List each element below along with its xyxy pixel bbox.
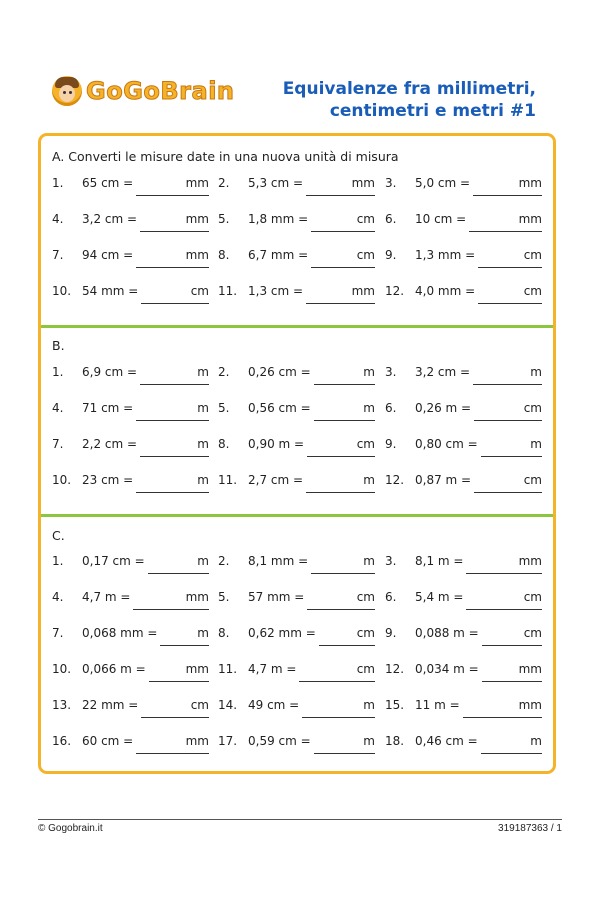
exercise-expression: 0,59 cm = — [248, 734, 311, 748]
target-unit: m — [363, 473, 375, 487]
answer-blank[interactable] — [302, 717, 375, 718]
exercise-number: 17. — [218, 734, 238, 748]
exercise-number: 6. — [385, 212, 397, 226]
footer-rule — [38, 819, 562, 820]
exercise-number: 7. — [52, 437, 64, 451]
answer-blank[interactable] — [473, 384, 542, 385]
exercise-expression: 6,7 mm = — [248, 248, 309, 262]
exercise-item — [385, 698, 542, 718]
exercise-number: 11. — [218, 662, 238, 676]
target-unit: cm — [190, 698, 209, 712]
target-unit: cm — [523, 284, 542, 298]
answer-blank[interactable] — [307, 456, 375, 457]
target-unit: mm — [518, 662, 542, 676]
exercise-item — [385, 437, 542, 457]
target-unit: mm — [518, 176, 542, 190]
exercise-number: 9. — [385, 626, 397, 640]
exercise-item — [218, 698, 375, 718]
target-unit: m — [363, 365, 375, 379]
answer-blank[interactable] — [311, 267, 375, 268]
exercise-item — [385, 626, 542, 646]
exercise-expression: 4,0 mm = — [415, 284, 476, 298]
answer-blank[interactable] — [306, 195, 375, 196]
answer-blank[interactable] — [478, 303, 542, 304]
target-unit: m — [197, 401, 209, 415]
title-line-1: Equivalenze fra millimetri, — [282, 79, 536, 99]
target-unit: m — [363, 401, 375, 415]
target-unit: mm — [518, 698, 542, 712]
exercise-item — [385, 248, 542, 268]
answer-blank[interactable] — [136, 195, 209, 196]
exercise-expression: 1,3 cm = — [248, 284, 304, 298]
mascot-icon — [52, 76, 82, 106]
exercise-expression: 0,56 cm = — [248, 401, 311, 415]
answer-blank[interactable] — [160, 645, 209, 646]
exercise-number: 2. — [218, 554, 230, 568]
exercise-item — [218, 734, 375, 754]
exercise-number: 3. — [385, 176, 397, 190]
answer-blank[interactable] — [136, 267, 209, 268]
answer-blank[interactable] — [299, 681, 375, 682]
exercise-expression: 0,87 m = — [415, 473, 472, 487]
exercise-expression: 3,2 cm = — [415, 365, 471, 379]
exercise-expression: 1,8 mm = — [248, 212, 309, 226]
exercise-number: 5. — [218, 212, 230, 226]
target-unit: cm — [523, 626, 542, 640]
footer-page-id: 319187363 / 1 — [498, 823, 562, 834]
exercise-item — [218, 554, 375, 574]
exercise-number: 6. — [385, 590, 397, 604]
answer-blank[interactable] — [466, 609, 542, 610]
target-unit: mm — [185, 176, 209, 190]
gogobrain-logo — [52, 76, 235, 106]
answer-blank[interactable] — [306, 492, 375, 493]
target-unit: cm — [356, 437, 375, 451]
exercise-number: 1. — [52, 365, 64, 379]
exercise-expression: 1,3 mm = — [415, 248, 476, 262]
target-unit: mm — [351, 176, 375, 190]
exercise-expression: 2,2 cm = — [82, 437, 138, 451]
exercise-number: 18. — [385, 734, 405, 748]
exercise-item — [52, 284, 209, 304]
exercise-item — [218, 284, 375, 304]
exercise-number: 11. — [218, 284, 238, 298]
exercise-expression: 0,088 m = — [415, 626, 479, 640]
target-unit: cm — [356, 248, 375, 262]
exercise-expression: 54 mm = — [82, 284, 139, 298]
exercise-item — [385, 590, 542, 610]
answer-blank[interactable] — [482, 645, 542, 646]
answer-blank[interactable] — [466, 573, 542, 574]
answer-blank[interactable] — [314, 753, 375, 754]
answer-blank[interactable] — [136, 420, 209, 421]
answer-blank[interactable] — [478, 267, 542, 268]
exercise-number: 3. — [385, 554, 397, 568]
exercise-item — [52, 437, 209, 457]
exercise-item — [52, 401, 209, 421]
target-unit: mm — [518, 554, 542, 568]
target-unit: m — [530, 437, 542, 451]
exercise-item — [385, 212, 542, 232]
exercise-item — [52, 662, 209, 682]
section-label: B. — [52, 338, 65, 353]
exercise-number: 12. — [385, 284, 405, 298]
exercise-item — [385, 662, 542, 682]
exercise-item — [385, 554, 542, 574]
exercise-expression: 3,2 cm = — [82, 212, 138, 226]
answer-blank[interactable] — [314, 420, 375, 421]
exercise-item — [52, 365, 209, 385]
answer-blank[interactable] — [474, 420, 542, 421]
exercise-item — [218, 662, 375, 682]
exercise-number: 12. — [385, 473, 405, 487]
target-unit: m — [197, 554, 209, 568]
answer-blank[interactable] — [474, 492, 542, 493]
answer-blank[interactable] — [473, 195, 542, 196]
answer-blank[interactable] — [141, 717, 209, 718]
exercise-number: 14. — [218, 698, 238, 712]
target-unit: m — [363, 554, 375, 568]
section-divider — [41, 514, 553, 517]
target-unit: m — [363, 698, 375, 712]
footer-copyright: © Gogobrain.it — [38, 823, 103, 834]
exercise-expression: 0,17 cm = — [82, 554, 145, 568]
exercise-number: 4. — [52, 590, 64, 604]
exercise-number: 9. — [385, 248, 397, 262]
exercise-item — [52, 590, 209, 610]
exercise-number: 6. — [385, 401, 397, 415]
target-unit: m — [530, 365, 542, 379]
exercise-expression: 60 cm = — [82, 734, 134, 748]
target-unit: cm — [356, 590, 375, 604]
exercise-expression: 22 mm = — [82, 698, 139, 712]
exercise-number: 11. — [218, 473, 238, 487]
exercise-item — [52, 734, 209, 754]
worksheet-title — [283, 78, 536, 122]
answer-blank[interactable] — [306, 303, 375, 304]
exercise-expression: 8,1 m = — [415, 554, 464, 568]
target-unit: m — [197, 365, 209, 379]
exercise-expression: 4,7 m = — [82, 590, 131, 604]
exercise-expression: 0,066 m = — [82, 662, 146, 676]
target-unit: cm — [523, 473, 542, 487]
exercise-item — [385, 284, 542, 304]
target-unit: cm — [190, 284, 209, 298]
exercise-item — [218, 590, 375, 610]
exercise-item — [52, 554, 209, 574]
exercise-item — [385, 734, 542, 754]
exercise-expression: 0,034 m = — [415, 662, 479, 676]
exercise-item — [52, 176, 209, 196]
exercise-number: 2. — [218, 176, 230, 190]
exercise-item — [218, 212, 375, 232]
exercise-item — [218, 401, 375, 421]
target-unit: cm — [523, 248, 542, 262]
target-unit: cm — [356, 626, 375, 640]
answer-blank[interactable] — [481, 456, 542, 457]
exercise-number: 9. — [385, 437, 397, 451]
answer-blank[interactable] — [136, 492, 209, 493]
answer-blank[interactable] — [314, 384, 375, 385]
exercise-item — [218, 176, 375, 196]
answer-blank[interactable] — [307, 609, 375, 610]
exercise-expression: 4,7 m = — [248, 662, 297, 676]
title-line-2: centimetri e metri #1 — [329, 101, 536, 121]
answer-blank[interactable] — [140, 384, 209, 385]
exercise-number: 10. — [52, 473, 72, 487]
target-unit: cm — [356, 212, 375, 226]
answer-blank[interactable] — [311, 231, 375, 232]
target-unit: m — [197, 473, 209, 487]
target-unit: m — [363, 734, 375, 748]
exercise-number: 4. — [52, 212, 64, 226]
exercise-expression: 2,7 cm = — [248, 473, 304, 487]
exercise-expression: 0,46 cm = — [415, 734, 478, 748]
target-unit: m — [530, 734, 542, 748]
target-unit: m — [197, 437, 209, 451]
section-label: C. — [52, 528, 65, 543]
target-unit: mm — [185, 248, 209, 262]
answer-blank[interactable] — [148, 573, 209, 574]
answer-blank[interactable] — [140, 456, 209, 457]
exercise-expression: 23 cm = — [82, 473, 134, 487]
exercise-number: 1. — [52, 554, 64, 568]
exercise-number: 7. — [52, 626, 64, 640]
answer-blank[interactable] — [136, 753, 209, 754]
answer-blank[interactable] — [133, 609, 209, 610]
section-divider — [41, 325, 553, 328]
exercise-number: 3. — [385, 365, 397, 379]
exercise-item — [52, 248, 209, 268]
exercise-item — [52, 626, 209, 646]
exercise-number: 7. — [52, 248, 64, 262]
exercise-number: 4. — [52, 401, 64, 415]
target-unit: mm — [185, 212, 209, 226]
exercise-item — [385, 365, 542, 385]
target-unit: mm — [518, 212, 542, 226]
exercise-expression: 11 m = — [415, 698, 460, 712]
exercise-expression: 49 cm = — [248, 698, 300, 712]
exercise-expression: 94 cm = — [82, 248, 134, 262]
answer-blank[interactable] — [481, 753, 542, 754]
exercise-expression: 6,9 cm = — [82, 365, 138, 379]
exercise-number: 1. — [52, 176, 64, 190]
exercise-item — [218, 473, 375, 493]
exercise-number: 8. — [218, 248, 230, 262]
target-unit: cm — [523, 401, 542, 415]
answer-blank[interactable] — [482, 681, 542, 682]
exercise-number: 5. — [218, 401, 230, 415]
exercise-item — [52, 212, 209, 232]
exercise-expression: 0,90 m = — [248, 437, 305, 451]
exercise-expression: 0,26 cm = — [248, 365, 311, 379]
exercise-item — [52, 698, 209, 718]
exercise-number: 8. — [218, 626, 230, 640]
exercise-number: 10. — [52, 662, 72, 676]
answer-blank[interactable] — [140, 231, 209, 232]
exercise-item — [385, 176, 542, 196]
exercise-number: 10. — [52, 284, 72, 298]
exercise-item — [218, 248, 375, 268]
exercise-expression: 5,0 cm = — [415, 176, 471, 190]
exercise-expression: 0,26 m = — [415, 401, 472, 415]
target-unit: cm — [356, 662, 375, 676]
exercise-expression: 57 mm = — [248, 590, 305, 604]
exercise-number: 8. — [218, 437, 230, 451]
answer-blank[interactable] — [141, 303, 209, 304]
exercise-item — [385, 401, 542, 421]
exercise-item — [52, 473, 209, 493]
exercise-expression: 0,62 mm = — [248, 626, 316, 640]
exercise-item — [218, 626, 375, 646]
exercise-expression: 5,3 cm = — [248, 176, 304, 190]
target-unit: m — [197, 626, 209, 640]
exercise-number: 15. — [385, 698, 405, 712]
exercise-expression: 65 cm = — [82, 176, 134, 190]
target-unit: mm — [351, 284, 375, 298]
answer-blank[interactable] — [319, 645, 375, 646]
logo-text: GoGoBrain — [86, 77, 235, 105]
exercise-item — [218, 437, 375, 457]
exercise-expression: 0,068 mm = — [82, 626, 158, 640]
exercise-item — [218, 365, 375, 385]
target-unit: mm — [185, 662, 209, 676]
answer-blank[interactable] — [469, 231, 542, 232]
target-unit: mm — [185, 590, 209, 604]
exercise-item — [385, 473, 542, 493]
target-unit: mm — [185, 734, 209, 748]
exercise-expression: 5,4 m = — [415, 590, 464, 604]
answer-blank[interactable] — [311, 573, 375, 574]
exercise-expression: 8,1 mm = — [248, 554, 309, 568]
exercise-number: 2. — [218, 365, 230, 379]
exercise-expression: 71 cm = — [82, 401, 134, 415]
section-label: A. Converti le misure date in una nuova unità di misura — [52, 149, 399, 164]
exercise-number: 16. — [52, 734, 72, 748]
exercise-number: 12. — [385, 662, 405, 676]
answer-blank[interactable] — [149, 681, 209, 682]
exercise-number: 13. — [52, 698, 72, 712]
target-unit: cm — [523, 590, 542, 604]
exercise-expression: 10 cm = — [415, 212, 467, 226]
exercise-expression: 0,80 cm = — [415, 437, 478, 451]
answer-blank[interactable] — [463, 717, 542, 718]
exercise-number: 5. — [218, 590, 230, 604]
